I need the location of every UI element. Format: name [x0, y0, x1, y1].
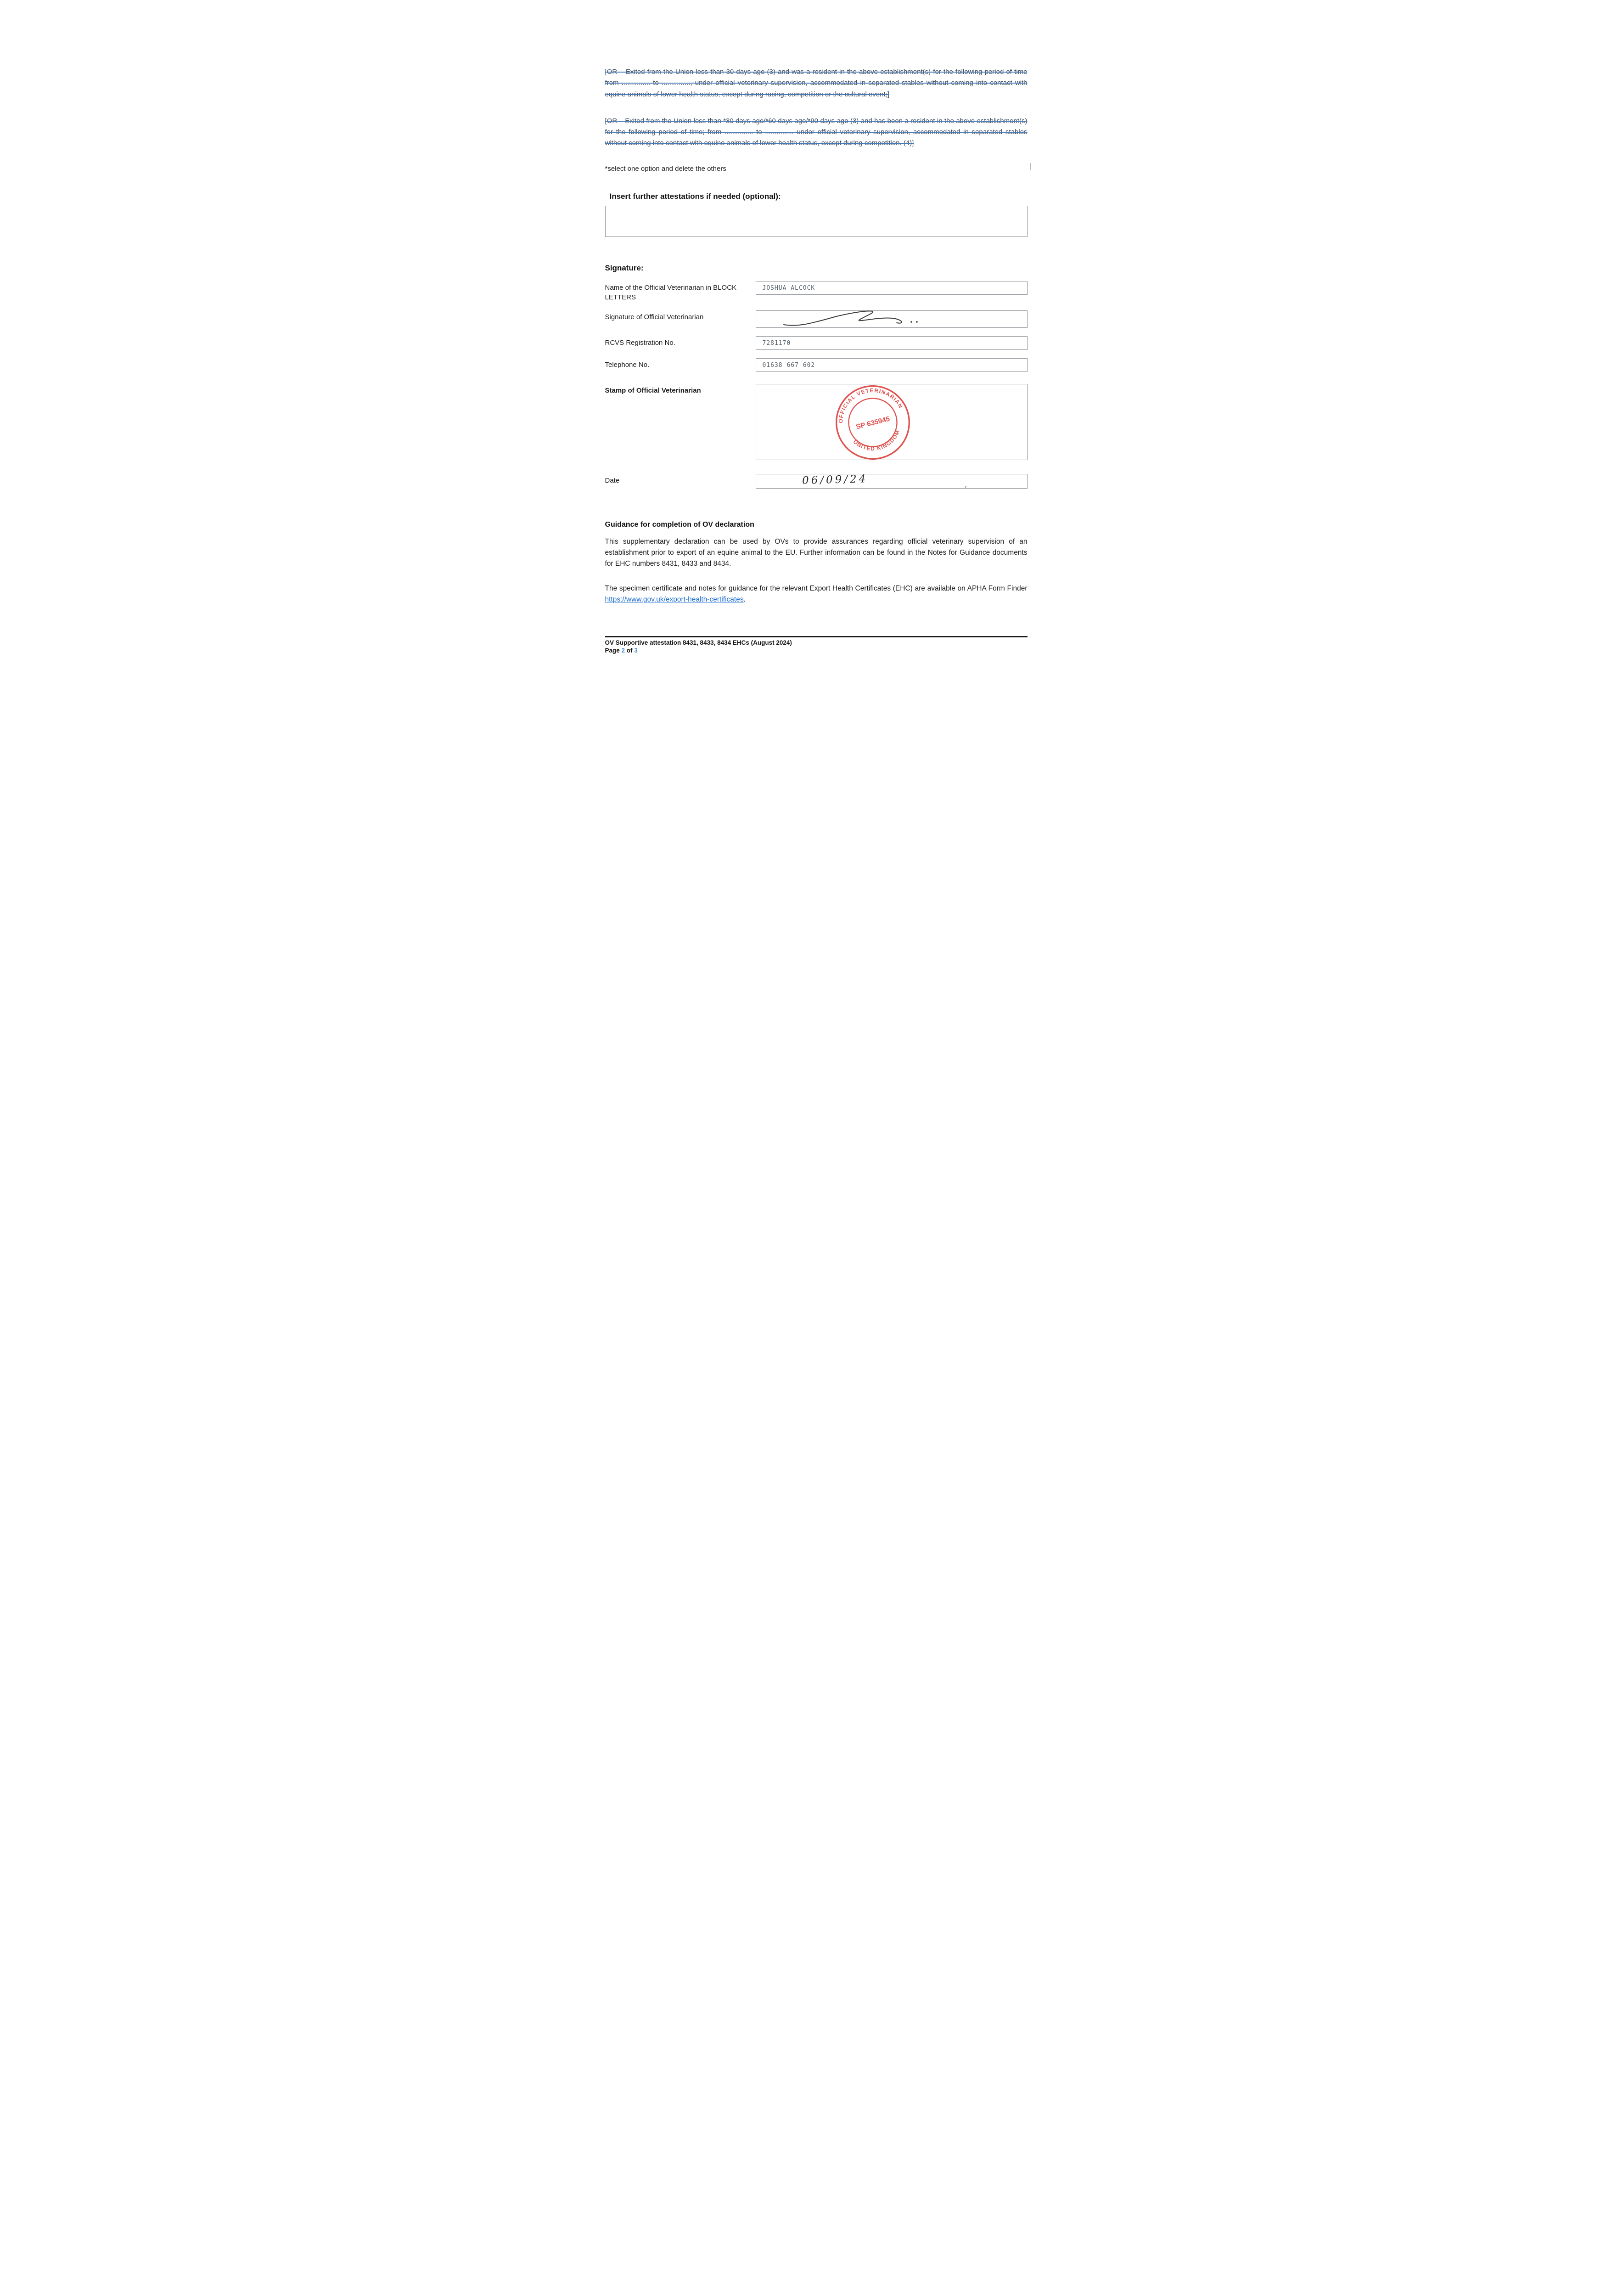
guidance-paragraph-2-period: . [743, 595, 746, 603]
stamp-bottom-text: UNITED KINGDOM [852, 428, 901, 452]
rcvs-row [605, 336, 1028, 350]
handwritten-signature [756, 308, 1028, 330]
export-health-certificates-link[interactable]: https://www.gov.uk/export-health-certificates [605, 595, 744, 603]
stamp-field [756, 384, 1028, 460]
select-option-note: *select one option and delete the others [605, 164, 726, 173]
signature-field [756, 310, 1028, 328]
telephone-field [756, 358, 1028, 372]
guidance-heading: Guidance for completion of OV declaration [605, 520, 754, 529]
svg-text:UNITED KINGDOM [851, 428, 904, 457]
struck-option-paragraph-1: [OR – Exited from the Union less than 30 days ago (3) and was a resident in the above establishment(s) for the following period of time from ............... to ..............., under official veterinary supervision, accommodated in separated stables without coming into contact with equine animals of lower health status, except during racing, competition or the cultural event;] [605, 68, 1028, 98]
stamp-top-text: OFFICIAL VETERINARIAN [837, 387, 904, 423]
name-field [756, 281, 1028, 295]
date-field [756, 474, 1028, 489]
telephone-label: Telephone No. [605, 360, 650, 369]
page-footer [605, 636, 1028, 654]
further-attestations-box [605, 206, 1028, 237]
document-page [559, 0, 1064, 715]
signature-row [605, 310, 1028, 328]
date-row [605, 474, 1028, 489]
official-veterinarian-stamp [825, 375, 921, 471]
date-label: Date [605, 476, 620, 484]
name-row [605, 281, 1028, 302]
signature-label: Signature of Official Veterinarian [605, 313, 704, 321]
rcvs-label: RCVS Registration No. [605, 338, 675, 347]
stamp-row [605, 384, 1028, 460]
name-value: JOSHUA ALCOCK [762, 284, 815, 292]
footer-of-word: of [625, 647, 635, 654]
telephone-value: 01638 667 602 [762, 361, 815, 369]
signature-section-heading: Signature: [605, 263, 644, 272]
footer-document-title: OV Supportive attestation 8431, 8433, 8434 EHCs (August 2024) [605, 639, 792, 646]
stamp-center-text: SP 635945 [855, 415, 891, 431]
scan-artifact-mark [1030, 163, 1031, 170]
guidance-paragraph-2-text: The specimen certificate and notes for guidance for the relevant Export Health Certificates (EHC) are available on APHA Form Finder [605, 584, 1028, 592]
struck-option-paragraph-2: [OR – Exited from the Union less than *30 days ago/*60 days ago/*90 days ago (3) and has been a resident in the above establishment(s) for the following period of time; from ............... to ............... under official veterinary supervision, accommodated in separated stables without coming into contact with equine animals of lower health status, except during competition. (4)] [605, 117, 1028, 147]
telephone-row [605, 358, 1028, 372]
footer-page-total: 3 [634, 647, 638, 654]
further-attestations-heading: Insert further attestations if needed (optional): [609, 191, 781, 201]
handwritten-date-value: 06/09/24 [802, 473, 868, 487]
footer-page-number: 2 [621, 647, 625, 654]
scan-mark-comma: , [965, 479, 967, 489]
rcvs-value: 7281170 [762, 339, 791, 347]
name-label: Name of the Official Veterinarian in BLOCK LETTERS [605, 283, 737, 301]
footer-page-word: Page [605, 647, 622, 654]
rcvs-field [756, 336, 1028, 350]
footer-page-indicator [605, 647, 1028, 654]
stamp-label: Stamp of Official Veterinarian [605, 386, 701, 394]
guidance-paragraph-2 [605, 583, 1028, 605]
guidance-paragraph-1: This supplementary declaration can be used by OVs to provide assurances regarding official veterinary supervision of an establishment prior to export of an equine animal to the EU. Further information can be found in the Notes for Guidance documents for EHC numbers 8431, 8433 and 8434. [605, 537, 1028, 568]
